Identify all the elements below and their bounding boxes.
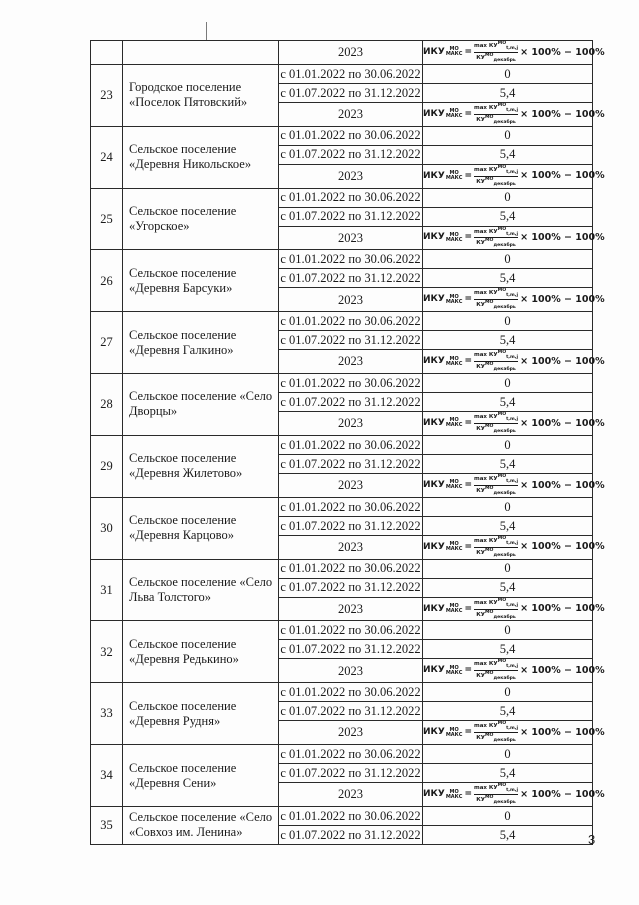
value-first-half: 0	[423, 435, 593, 454]
value-second-half: 5,4	[423, 702, 593, 721]
period-first-half: с 01.01.2022 по 30.06.2022	[279, 435, 423, 454]
value-first-half: 0	[423, 559, 593, 578]
row-number: 34	[91, 745, 123, 807]
formula-cell	[423, 164, 605, 188]
value-first-half: 0	[423, 683, 593, 702]
value-first-half: 0	[423, 250, 593, 269]
table-row	[91, 745, 593, 764]
value-first-half: 0	[423, 745, 593, 764]
settlement-name: Сельское поселение «Деревня Галкино»	[123, 312, 279, 374]
settlement-name: Сельское поселение «Угорское»	[123, 188, 279, 250]
row-number: 25	[91, 188, 123, 250]
num-cell	[91, 41, 123, 65]
period-year: 2023	[279, 350, 423, 374]
period-second-half: с 01.07.2022 по 31.12.2022	[279, 145, 423, 164]
row-number: 27	[91, 312, 123, 374]
table-row	[91, 250, 593, 269]
settlement-name: Сельское поселение «Деревня Сени»	[123, 745, 279, 807]
period-year: 2023	[279, 473, 423, 497]
period-first-half: с 01.01.2022 по 30.06.2022	[279, 312, 423, 331]
period-year: 2023	[279, 226, 423, 250]
row-number: 31	[91, 559, 123, 621]
period-year: 2023	[279, 783, 423, 807]
period-year: 2023	[279, 288, 423, 312]
page-number: 3	[588, 832, 596, 847]
table-row	[91, 621, 593, 640]
period-second-half: с 01.07.2022 по 31.12.2022	[279, 393, 423, 412]
period-first-half: с 01.01.2022 по 30.06.2022	[279, 64, 423, 83]
formula: ИКУ МО МАКС = $\frac{\max КУ^{МО}_{t,m,j}}{КУ^{МО}_{декабрь}}$ × 100% − 100%	[423, 597, 605, 620]
value-first-half: 0	[423, 126, 593, 145]
value-second-half: 5,4	[423, 764, 593, 783]
table-row	[91, 126, 593, 145]
value-second-half: 5,4	[423, 454, 593, 473]
period-second-half: с 01.07.2022 по 31.12.2022	[279, 702, 423, 721]
formula-cell	[423, 721, 605, 745]
value-second-half: 5,4	[423, 331, 593, 350]
settlement-name: Сельское поселение «Деревня Никольское»	[123, 126, 279, 188]
value-first-half: 0	[423, 188, 593, 207]
period-second-half: с 01.07.2022 по 31.12.2022	[279, 269, 423, 288]
value-second-half: 5,4	[423, 145, 593, 164]
formula-cell	[423, 102, 605, 126]
value-first-half: 0	[423, 64, 593, 83]
period-second-half: с 01.07.2022 по 31.12.2022	[279, 516, 423, 535]
period-year: 2023	[279, 102, 423, 126]
value-second-half: 5,4	[423, 516, 593, 535]
period-first-half: с 01.01.2022 по 30.06.2022	[279, 126, 423, 145]
table-row	[91, 806, 593, 825]
value-first-half: 0	[423, 806, 593, 825]
row-number: 32	[91, 621, 123, 683]
period-first-half: с 01.01.2022 по 30.06.2022	[279, 745, 423, 764]
row-number: 35	[91, 806, 123, 844]
period-first-half: с 01.01.2022 по 30.06.2022	[279, 497, 423, 516]
period-year: 2023	[279, 659, 423, 683]
period-cell: 2023	[279, 41, 423, 65]
period-second-half: с 01.07.2022 по 31.12.2022	[279, 640, 423, 659]
formula: ИКУ МО МАКС = $\frac{\max КУ^{МО}_{t,m,j}}{КУ^{МО}_{декабрь}}$ × 100% − 100%	[423, 535, 605, 558]
formula: ИКУ МО МАКС = $\frac{\max КУ^{МО}_{t,m,j}}{КУ^{МО}_{декабрь}}$ × 100% − 100%	[423, 102, 605, 125]
formula-cell	[423, 288, 605, 312]
formula-cell	[423, 597, 605, 621]
table-row	[91, 64, 593, 83]
row-number: 30	[91, 497, 123, 559]
period-year: 2023	[279, 721, 423, 745]
table-row	[91, 559, 593, 578]
settlement-name: Сельское поселение «Деревня Барсуки»	[123, 250, 279, 312]
row-number: 28	[91, 374, 123, 436]
table-row	[91, 312, 593, 331]
settlement-name: Сельское поселение «Село «Совхоз им. Ленина»	[123, 806, 279, 844]
period-year: 2023	[279, 535, 423, 559]
scan-mark	[206, 22, 207, 40]
period-first-half: с 01.01.2022 по 30.06.2022	[279, 806, 423, 825]
table-row	[91, 435, 593, 454]
settlement-name: Сельское поселение «Деревня Рудня»	[123, 683, 279, 745]
period-second-half: с 01.07.2022 по 31.12.2022	[279, 578, 423, 597]
settlement-name: Городское поселение «Поселок Пятовский»	[123, 64, 279, 126]
value-first-half: 0	[423, 497, 593, 516]
period-year: 2023	[279, 597, 423, 621]
formula-cell	[423, 535, 605, 559]
settlement-name: Сельское поселение «Деревня Жилетово»	[123, 435, 279, 497]
formula-cell	[423, 659, 605, 683]
formula: ИКУ МО МАКС = $\frac{\max КУ^{МО}_{t,m,j}}{КУ^{МО}_{декабрь}}$ × 100% − 100%	[423, 226, 605, 249]
period-second-half: с 01.07.2022 по 31.12.2022	[279, 454, 423, 473]
value-second-half: 5,4	[423, 393, 593, 412]
period-second-half: с 01.07.2022 по 31.12.2022	[279, 331, 423, 350]
row-number: 23	[91, 64, 123, 126]
value-second-half: 5,4	[423, 640, 593, 659]
value-second-half: 5,4	[423, 578, 593, 597]
formula-cell	[423, 473, 605, 497]
table-row-continuation	[91, 41, 593, 65]
period-first-half: с 01.01.2022 по 30.06.2022	[279, 683, 423, 702]
formula: ИКУ МО МАКС = $\frac{\max КУ^{МО}_{t,m,j}}{КУ^{МО}_{декабрь}}$ × 100% − 100%	[423, 164, 605, 187]
formula-cell	[423, 41, 605, 65]
table-body	[91, 41, 605, 847]
table-row	[91, 497, 593, 516]
period-first-half: с 01.01.2022 по 30.06.2022	[279, 621, 423, 640]
formula: ИКУ МО МАКС = $\frac{\max КУ^{МО}_{t,m,j}}{КУ^{МО}_{декабрь}}$ × 100% − 100%	[423, 350, 605, 373]
formula-cell	[423, 783, 605, 807]
formula: ИКУ МО МАКС = $\frac{\max КУ^{МО}_{t,m,j}}{КУ^{МО}_{декабрь}}$ × 100% − 100%	[423, 473, 605, 496]
row-number: 33	[91, 683, 123, 745]
formula: ИКУ МО МАКС = $\frac{\max КУ^{МО}_{t,m,j}}{КУ^{МО}_{декабрь}}$ × 100% − 100%	[423, 412, 605, 434]
period-first-half: с 01.01.2022 по 30.06.2022	[279, 250, 423, 269]
period-second-half: с 01.07.2022 по 31.12.2022	[279, 825, 423, 844]
row-number: 24	[91, 126, 123, 188]
period-year: 2023	[279, 412, 423, 436]
formula-cell	[423, 350, 605, 374]
period-second-half: с 01.07.2022 по 31.12.2022	[279, 83, 423, 102]
formula: ИКУ МО МАКС = $\frac{\max КУ^{МО}_{t,m,j}}{КУ^{МО}_{декабрь}}$ × 100% − 100%	[423, 721, 605, 744]
tariff-index-table	[90, 40, 605, 847]
period-first-half: с 01.01.2022 по 30.06.2022	[279, 559, 423, 578]
row-number: 26	[91, 250, 123, 312]
value-second-half: 5,4	[423, 825, 593, 844]
period-first-half: с 01.01.2022 по 30.06.2022	[279, 374, 423, 393]
settlement-name: Сельское поселение «Село Льва Толстого»	[123, 559, 279, 621]
formula-cell	[423, 412, 605, 436]
value-first-half: 0	[423, 374, 593, 393]
table-row	[91, 374, 593, 393]
period-year: 2023	[279, 164, 423, 188]
value-second-half: 5,4	[423, 83, 593, 102]
period-first-half: с 01.01.2022 по 30.06.2022	[279, 188, 423, 207]
row-number: 29	[91, 435, 123, 497]
table-row	[91, 188, 593, 207]
settlement-name: Сельское поселение «Деревня Редькино»	[123, 621, 279, 683]
formula: ИКУ МО МАКС = $\frac{\max КУ^{МО}_{t,m,j}}{КУ^{МО}_{декабрь}}$ × 100% − 100%	[423, 659, 605, 682]
formula: ИКУ МО МАКС = $\frac{\max КУ^{МО}_{t,m,j}}{КУ^{МО}_{декабрь}}$ × 100% − 100%	[423, 41, 605, 63]
period-second-half: с 01.07.2022 по 31.12.2022	[279, 207, 423, 226]
formula-cell	[423, 226, 605, 250]
value-first-half: 0	[423, 621, 593, 640]
value-first-half: 0	[423, 312, 593, 331]
settlement-name: Сельское поселение «Деревня Карцово»	[123, 497, 279, 559]
formula: ИКУ МО МАКС = $\frac{\max КУ^{МО}_{t,m,j}}{КУ^{МО}_{декабрь}}$ × 100% − 100%	[423, 288, 605, 311]
formula: ИКУ МО МАКС = $\frac{\max КУ^{МО}_{t,m,j}}{КУ^{МО}_{декабрь}}$ × 100% − 100%	[423, 783, 605, 805]
settlement-name: Сельское поселение «Село Дворцы»	[123, 374, 279, 436]
value-second-half: 5,4	[423, 269, 593, 288]
period-second-half: с 01.07.2022 по 31.12.2022	[279, 764, 423, 783]
table-row	[91, 683, 593, 702]
name-cell	[123, 41, 279, 65]
value-second-half: 5,4	[423, 207, 593, 226]
